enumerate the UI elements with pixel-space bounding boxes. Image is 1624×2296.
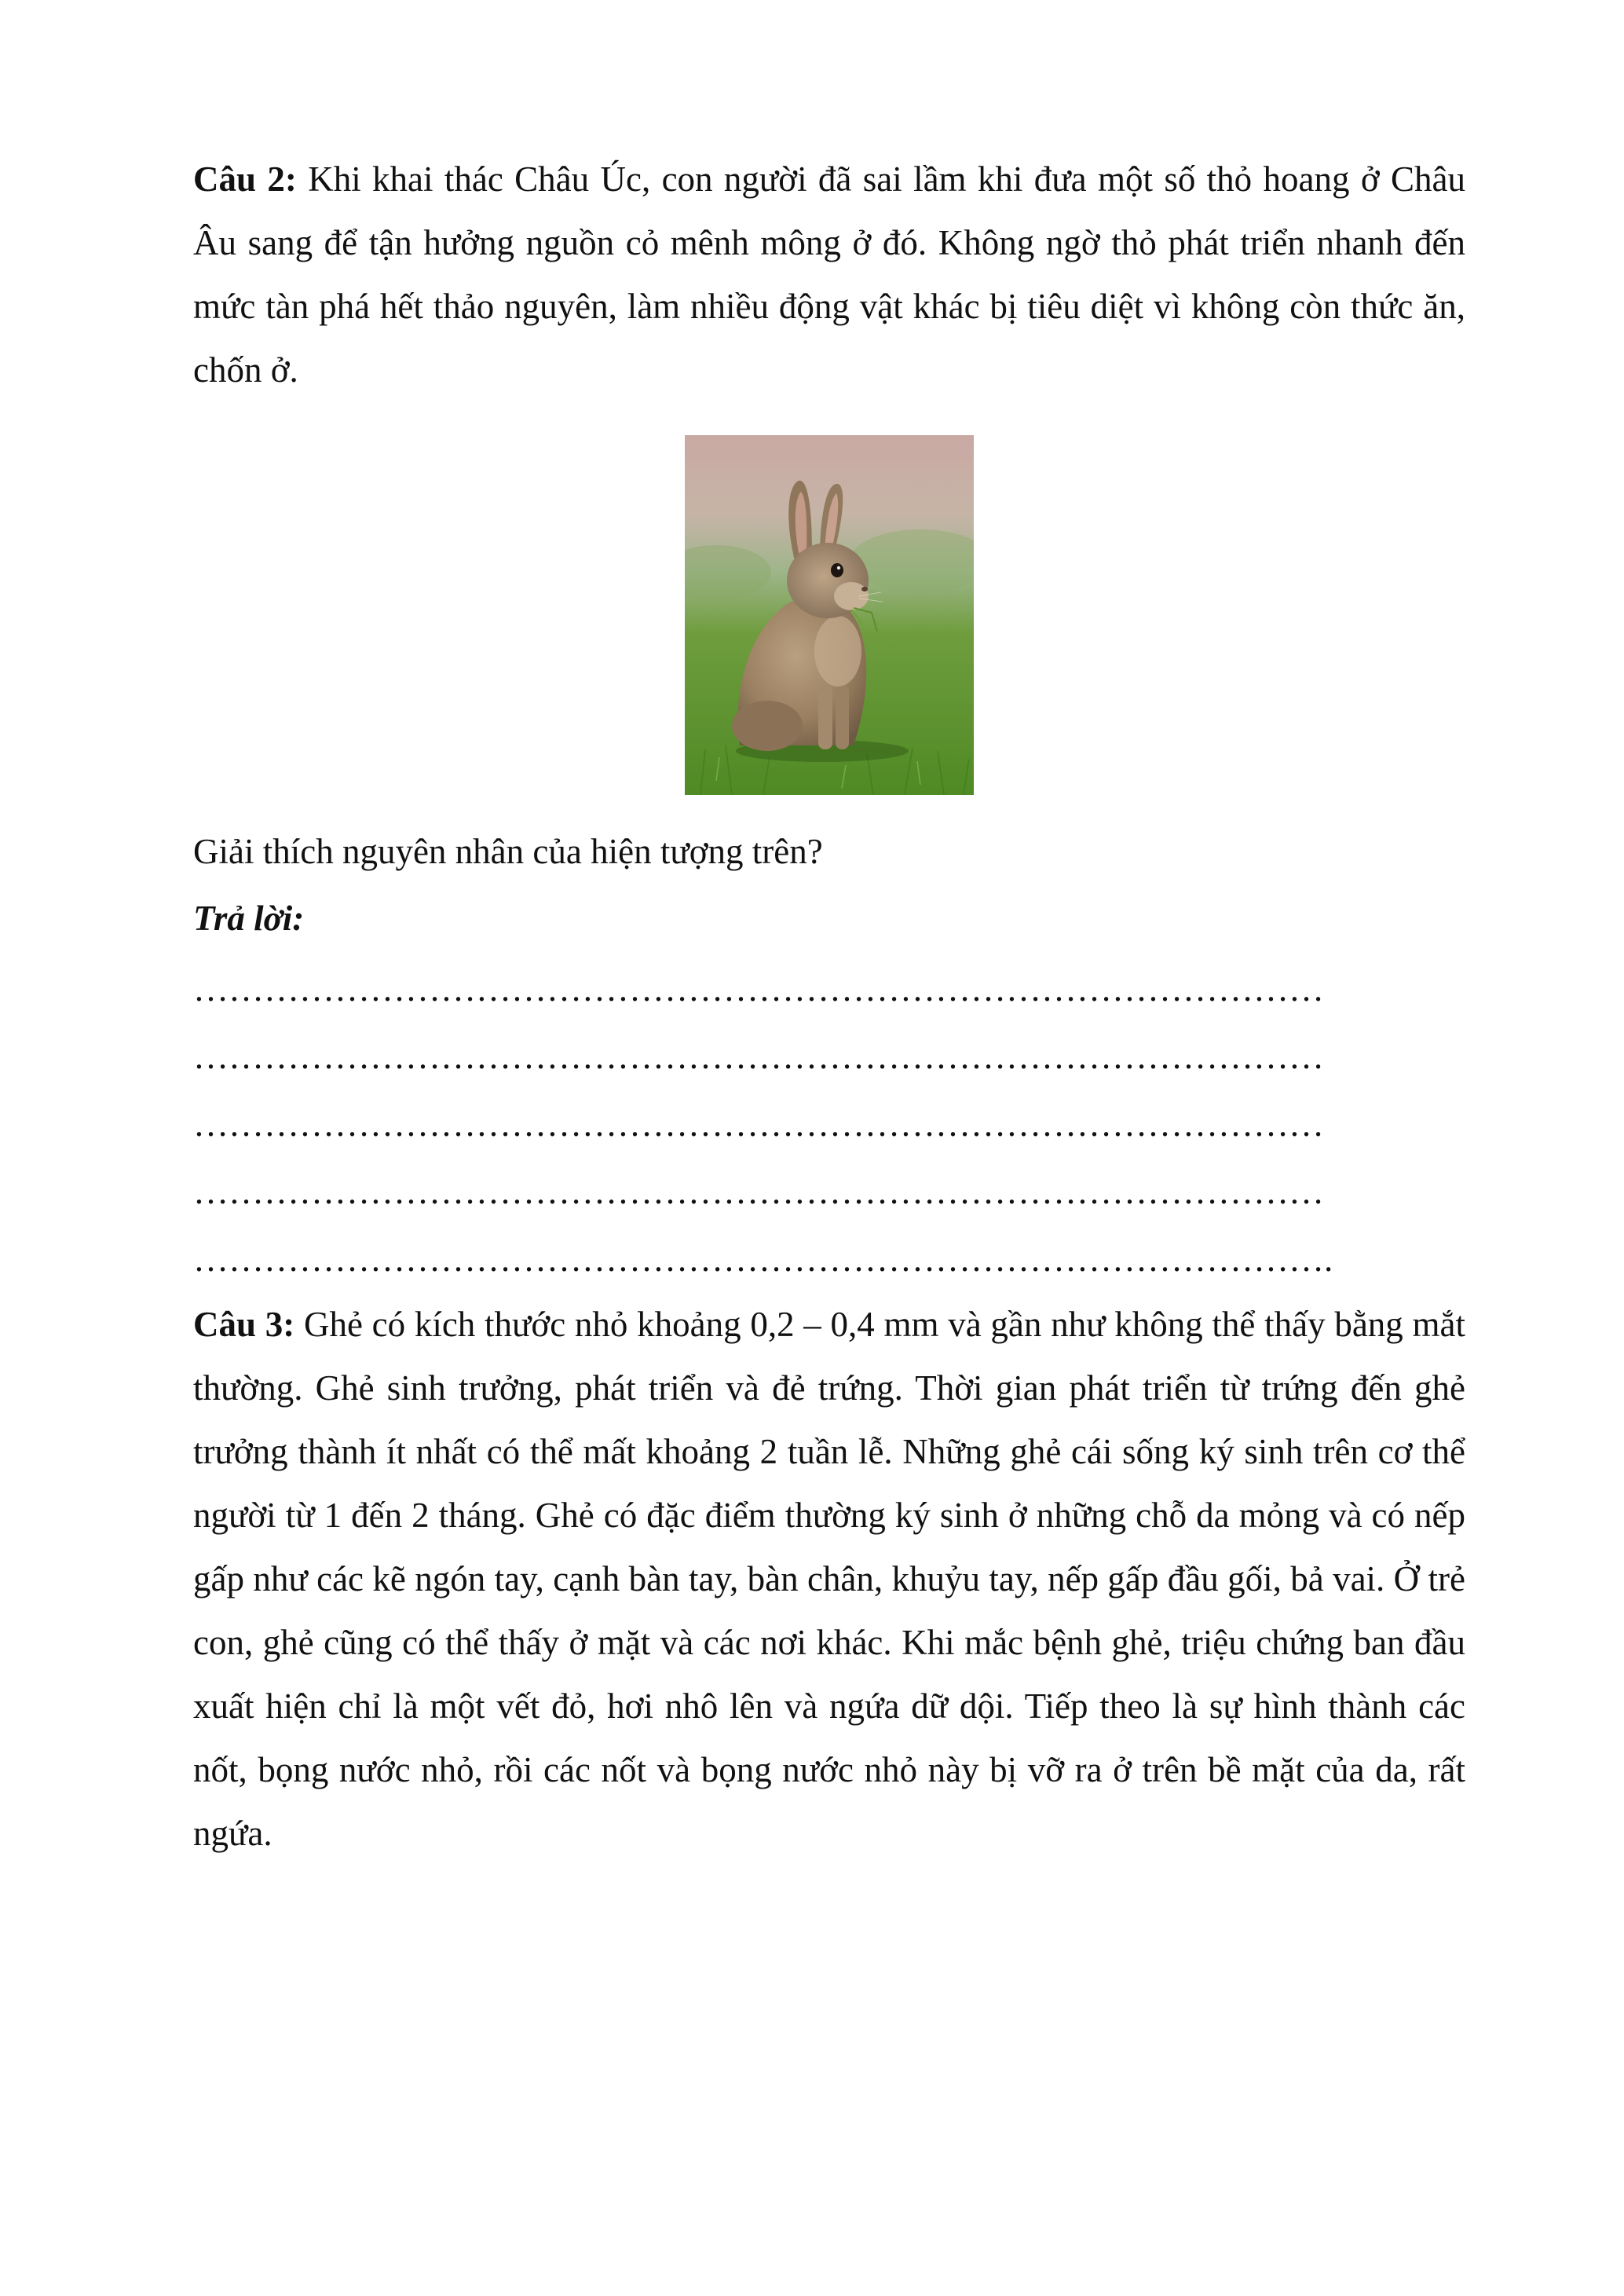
question-2-paragraph (193, 148, 1465, 402)
answer-line[interactable]: ……………………………………………………………………………………. (193, 1240, 1333, 1279)
answer-label: Trả lời: (193, 899, 305, 938)
answer-line[interactable]: …………………………………………………………………………………… (193, 1037, 1324, 1076)
question-2-label: Câu 2: (193, 159, 297, 199)
rabbit-photo (685, 435, 974, 795)
document-content (193, 148, 1465, 1866)
question-2-text: Khi khai thác Châu Úc, con người đã sai lầm khi đưa một số thỏ hoang ở Châu Âu sang để tận hưởng nguồn cỏ mênh mông ở đó. Không ngờ thỏ phát triển nhanh đến mức tàn phá hết thảo nguyên, làm nhiều động vật khác bị tiêu diệt vì không còn thức ăn, chốn ở. (193, 159, 1465, 390)
question-2-prompt: Giải thích nguyên nhân của hiện tượng trên? (193, 832, 823, 871)
question-3-text: Ghẻ có kích thước nhỏ khoảng 0,2 – 0,4 mm và gần như không thể thấy bằng mắt thường. Ghẻ sinh trưởng, phát triển và đẻ trứng. Thời gian phát triển từ trứng đến ghẻ trưởng thành ít nhất có thể mất khoảng 2 tuần lễ. Những ghẻ cái sống ký sinh trên cơ thể người từ 1 đến 2 tháng. Ghẻ có đặc điểm thường ký sinh ở những chỗ da mỏng và có nếp gấp như các kẽ ngón tay, cạnh bàn tay, bàn chân, khuỷu tay, nếp gấp đầu gối, bả vai. Ở trẻ con, ghẻ cũng có thể thấy ở mặt và các nơi khác. Khi mắc bệnh ghẻ, triệu chứng ban đầu xuất hiện chỉ là một vết đỏ, hơi nhô lên và ngứa dữ dội. Tiếp theo là sự hình thành các nốt, bọng nước nhỏ, rồi các nốt và bọng nước nhỏ này bị vỡ ra ở trên bề mặt của da, rất ngứa. (193, 1305, 1465, 1853)
answer-line[interactable]: …………………………………………………………………………………… (193, 1172, 1324, 1211)
question-3-paragraph (193, 1293, 1465, 1866)
question-3-label: Câu 3: (193, 1305, 295, 1344)
rabbit-photo-container (193, 435, 1465, 795)
answer-line[interactable]: …………………………………………………………………………………… (193, 1104, 1324, 1144)
answer-line[interactable]: …………………………………………………………………………………… (193, 969, 1324, 1009)
